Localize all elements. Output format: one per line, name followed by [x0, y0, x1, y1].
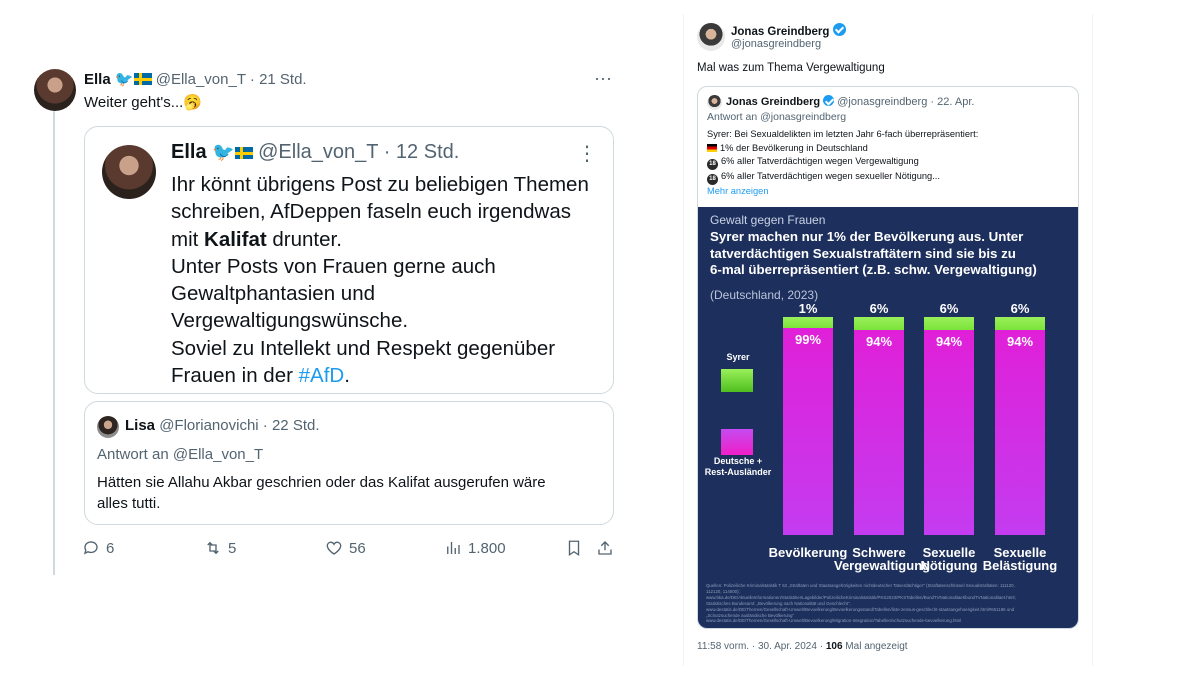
source-line: www.destatis.de/DE/Themen/Gesellschaft-Umwelt/Bevoelkerung/Bevoelkerungsstand/Tabellen/liste-zensus-geschlecht-staatsangehoerigkeit.html#651186 und: [706, 606, 1015, 612]
dot-separator: ·: [262, 417, 268, 434]
source-line: 112120, 114000);: [706, 588, 740, 594]
quote-more-icon[interactable]: ⋮: [577, 143, 597, 165]
quote-bold-word: Kalifat: [204, 227, 267, 251]
like-button[interactable]: [325, 539, 366, 557]
data-label-rest: 94%: [1006, 334, 1034, 350]
source-line: www.bka.de/DE/AktuelleInformationen/StatistikenLagebilder/PolizeilicheKriminalstatistik/PKS2023/PKSTabellen/BundTVNationalitaet/bundTVNationalitaet.html;: [706, 594, 1016, 600]
chart-subtitle: (Deutschland, 2023): [710, 288, 819, 302]
bookmark-button[interactable]: [565, 539, 583, 557]
bar-rest: [783, 328, 833, 535]
views-label: Mal angezeigt: [845, 641, 908, 652]
share-icon: [596, 539, 614, 557]
category-label: [975, 546, 1065, 572]
quote-avatar[interactable]: [707, 95, 722, 110]
reply-quote-card[interactable]: [84, 401, 614, 525]
legend-line: Rest-Ausländer: [704, 467, 772, 477]
tweet-footer: [697, 641, 908, 652]
views-count: 106: [825, 641, 843, 652]
heart-icon: [325, 539, 343, 557]
tweet-header: [84, 70, 307, 88]
quote-line: schreiben, AfDeppen faseln euch irgendwas: [171, 200, 572, 224]
yawn-emoji: 🥱: [183, 94, 202, 111]
verified-badge-icon: [833, 23, 846, 36]
quote-line: [707, 155, 1072, 170]
reply-timestamp[interactable]: 22 Std.: [271, 417, 320, 434]
share-button[interactable]: [596, 539, 614, 557]
source-line: „Schutzsuchende ausländische Bevölkerung": [706, 612, 794, 618]
quote-line-text: Frauen in der: [171, 364, 293, 388]
quoted-tweet-card[interactable]: [84, 126, 614, 394]
quote-author-handle[interactable]: @jonasgreindberg: [837, 96, 928, 108]
reply-text-line: Hätten sie Allahu Akbar geschrien oder das Kalifat ausgerufen wäre: [97, 474, 546, 491]
reply-avatar[interactable]: [97, 416, 119, 438]
post-date[interactable]: 30. Apr. 2024: [757, 641, 817, 652]
author-name[interactable]: Jonas Greindberg: [731, 26, 830, 38]
chart-kicker: Gewalt gegen Frauen: [710, 213, 826, 227]
dot-separator: ·: [819, 641, 824, 652]
reply-header: [125, 417, 320, 434]
quote-author-name[interactable]: Ella: [171, 141, 207, 163]
thread-line: [53, 110, 55, 575]
quote-line: Ihr könnt übrigens Post zu beliebigen Themen: [171, 173, 589, 196]
sweden-flag-icon: [134, 73, 152, 85]
quote-text: [171, 171, 607, 389]
tweet-text-content: Weiter geht's...: [84, 94, 184, 111]
chart-title-line: Syrer machen nur 1% der Bevölkerung aus. Unter: [710, 229, 1024, 244]
legend-label-syrer: Syrer: [726, 352, 750, 362]
reply-author-name[interactable]: Lisa: [125, 417, 156, 434]
show-more-link[interactable]: Mehr anzeigen: [707, 186, 769, 197]
source-line: Quellen: Polizeiliche Kriminalstatistik T 62 „Straftaten und Staatsangehörigkeiten nichtdeutscher Tatverdächtiger" (Straftatenschlüssel Sexualstraftaten: 111120,: [706, 583, 1015, 588]
dot-separator: ·: [930, 96, 935, 108]
category-label-line: Schwere: [852, 545, 906, 560]
author-handle[interactable]: @jonasgreindberg: [731, 38, 822, 50]
data-label-syrer: 6%: [869, 301, 889, 316]
dot-separator: ·: [249, 71, 255, 88]
data-label-syrer: 1%: [798, 301, 818, 316]
quote-line-text: 6% aller Tatverdächtigen wegen Vergewaltigung: [721, 156, 919, 167]
bar-syrer: [924, 317, 974, 330]
reply-to-label[interactable]: Antwort an @Ella_von_T: [97, 446, 264, 463]
flag-de-icon: [707, 144, 717, 152]
quote-period: .: [344, 364, 350, 388]
author-name-row: [731, 23, 846, 38]
category-label-line: Nötigung: [920, 558, 978, 573]
bookmark-icon: [565, 539, 583, 557]
bar-syrer: [854, 317, 904, 330]
analytics-icon: [444, 539, 462, 557]
age-18-icon: 18: [707, 174, 718, 185]
chart-title-line: 6-mal überrepräsentiert (z.B. schw. Vergewaltigung): [710, 262, 1037, 277]
quote-line: Soviel zu Intellekt und Respekt gegenüber: [171, 336, 556, 360]
quote-line: Gewaltphantasien und: [171, 282, 376, 306]
bar-syrer: [783, 317, 833, 328]
avatar[interactable]: [697, 23, 725, 51]
view-count: 1.800: [468, 539, 506, 557]
source-line: www.destatis.de/DE/Themen/Gesellschaft-Umwelt/Bevoelkerung/Migration-Integration/Tabellen/schutzsuchende-bevoelkerung.html: [706, 618, 962, 624]
bird-icon: 🐦: [114, 71, 134, 88]
bar-rest: [924, 330, 974, 535]
category-label-line: Vergewaltigung: [834, 558, 931, 573]
chart-sources: [706, 583, 1072, 624]
quote-author-handle[interactable]: @Ella_von_T: [258, 141, 379, 163]
avatar[interactable]: [34, 69, 76, 111]
category-label-line: Belästigung: [982, 558, 1058, 573]
author-name[interactable]: Ella: [84, 71, 111, 88]
retweet-count: 5: [228, 539, 237, 557]
retweet-button[interactable]: [204, 539, 236, 557]
quote-line-text: 1% der Bevölkerung in Deutschland: [720, 142, 868, 153]
bars-area: [698, 207, 1078, 628]
quote-line: [707, 142, 1072, 156]
category-label-line: Sexuelle: [922, 545, 976, 560]
more-options-button[interactable]: ···: [594, 68, 612, 88]
quote-line-prefix: mit: [171, 227, 205, 251]
reply-text-line: alles tutti.: [97, 495, 161, 512]
data-label-rest: 94%: [935, 334, 963, 350]
chart-title-line: tatverdächtigen Sexualstraftätern sind sie bis zu: [710, 245, 1016, 261]
tweet-text: Mal was zum Thema Vergewaltigung: [697, 62, 885, 74]
bar-syrer: [995, 317, 1045, 330]
views-button[interactable]: [444, 539, 506, 557]
quote-line-suffix: drunter.: [272, 227, 342, 251]
author-handle[interactable]: @Ella_von_T: [155, 71, 246, 88]
dot-separator: ·: [383, 141, 391, 163]
quote-line: [707, 170, 1072, 185]
bar-rest: [854, 330, 904, 535]
hashtag-link[interactable]: #AfD: [298, 364, 345, 388]
quote-line: Syrer: Bei Sexualdelikten im letzten Jahr 6-fach überrepräsentiert:: [707, 129, 979, 139]
post-time[interactable]: 11:58 vorm.: [697, 641, 750, 652]
bar-rest: [995, 330, 1045, 535]
right-tweet: [683, 14, 1093, 666]
category-label-line: Sexuelle: [993, 545, 1047, 560]
quote-date[interactable]: 22. Apr.: [937, 96, 975, 108]
dot-separator: ·: [751, 641, 756, 652]
reply-icon: [82, 539, 100, 557]
data-label-syrer: 6%: [1010, 301, 1030, 316]
data-label-rest: 94%: [865, 334, 893, 350]
reply-count: 6: [106, 539, 115, 557]
quote-avatar[interactable]: [102, 145, 156, 199]
legend-line: Deutsche +: [713, 456, 763, 466]
timestamp[interactable]: 21 Std.: [259, 71, 307, 88]
quote-text: [707, 128, 1072, 199]
bird-icon: 🐦: [212, 142, 235, 162]
tweet-text: [84, 93, 202, 111]
reply-text: [97, 472, 602, 514]
quote-line: [171, 226, 607, 253]
quote-line: Unter Posts von Frauen gerne auch: [171, 254, 496, 278]
reply-button[interactable]: [82, 539, 114, 557]
quote-header: [726, 95, 974, 108]
reply-to-label[interactable]: Antwort an @jonasgreindberg: [707, 111, 847, 123]
quote-author-name[interactable]: Jonas Greindberg: [726, 96, 821, 108]
retweet-icon: [204, 539, 222, 557]
reply-author-handle[interactable]: @Florianovichi: [159, 417, 259, 434]
sweden-flag-icon: [235, 147, 253, 159]
quote-line: Vergewaltigungswünsche.: [171, 309, 409, 333]
quote-line: [171, 362, 607, 389]
data-label-syrer: 6%: [939, 301, 959, 316]
chart-image[interactable]: [698, 207, 1078, 628]
age-18-icon: 18: [707, 159, 718, 170]
like-count: 56: [349, 539, 366, 557]
verified-badge-icon: [823, 95, 834, 106]
quote-timestamp[interactable]: 12 Std.: [395, 141, 460, 163]
quote-line-text: 6% aller Tatverdächtigen wegen sexueller Nötigung...: [721, 171, 940, 182]
category-label-line: Bevölkerung: [768, 545, 848, 560]
source-line: Statistisches Bundesamt: „Bevölkerung nach Nationalität und Geschlecht",: [706, 600, 851, 606]
quote-header: [171, 141, 459, 164]
data-label-rest: 99%: [794, 332, 822, 347]
quoted-tweet-card[interactable]: [697, 86, 1079, 629]
